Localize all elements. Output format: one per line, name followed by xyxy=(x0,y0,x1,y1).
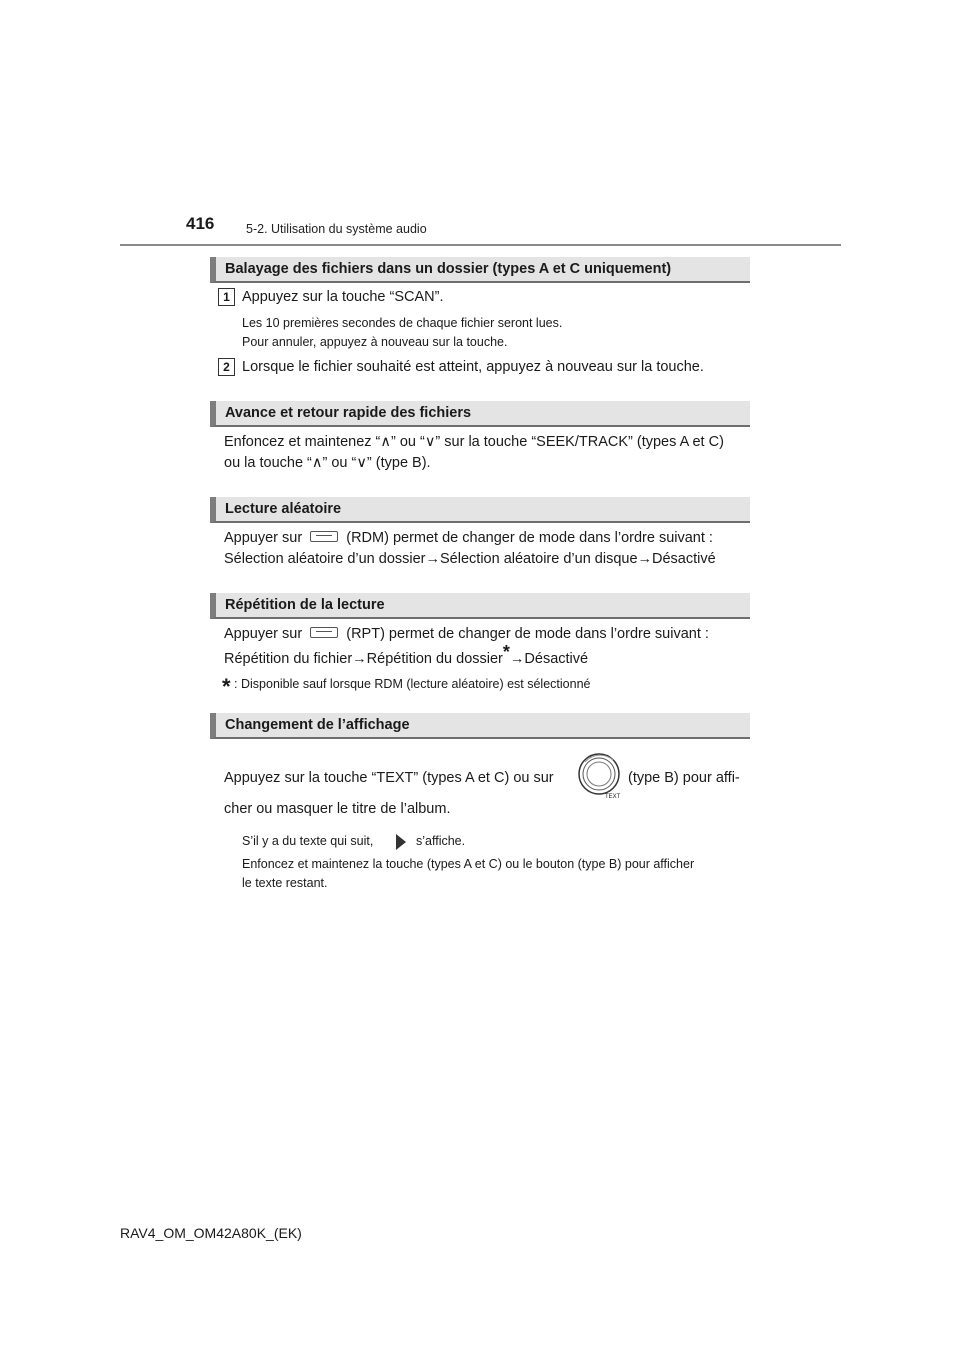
random-line-2: Sélection aléatoire d’un dossier→Sélection aléatoire d’un disque→Désactivé xyxy=(224,551,716,567)
repeat-line-1-pre: Appuyer sur xyxy=(224,626,303,642)
repeat-line-1 xyxy=(224,626,709,642)
page-number: 416 xyxy=(186,214,215,233)
footnote-marker: * xyxy=(502,642,510,662)
section-title: Avance et retour rapide des fichiers xyxy=(225,405,472,421)
display-line-2: cher ou masquer le titre de l’album. xyxy=(224,801,451,817)
document-code: RAV4_OM_OM42A80K_(EK) xyxy=(120,1225,302,1241)
footnote-star: * xyxy=(222,674,231,699)
step-2-text: Lorsque le fichier souhaité est atteint, appuyez à nouveau sur la touche. xyxy=(242,359,704,375)
chapter-title: 5-2. Utilisation du système audio xyxy=(246,222,427,236)
section-header-display xyxy=(210,713,750,739)
section-title: Lecture aléatoire xyxy=(225,501,342,517)
section-title: Changement de l’affichage xyxy=(225,717,410,733)
header-divider xyxy=(120,244,841,246)
text-knob-icon xyxy=(577,752,625,800)
display-note-3: le texte restant. xyxy=(242,876,328,890)
random-line-1-post: (RDM) permet de changer de mode dans l’ordre suivant : xyxy=(346,530,713,546)
section-header-seek xyxy=(210,401,750,427)
display-line-1-post: (type B) pour affi- xyxy=(628,770,740,786)
section-title: Balayage des fichiers dans un dossier (types A et C uniquement) xyxy=(225,261,672,277)
display-line-1-pre: Appuyez sur la touche “TEXT” (types A et C) ou sur xyxy=(224,770,554,786)
section-header-repeat xyxy=(210,593,750,619)
seek-line-2: ou la touche “∧” ou “∨” (type B). xyxy=(224,455,431,471)
preset-button-icon xyxy=(310,531,338,542)
repeat-line-2-b: →Désactivé xyxy=(509,651,589,667)
step-2-badge: 2 xyxy=(218,358,235,376)
section-header-random xyxy=(210,497,750,523)
right-arrow-icon xyxy=(394,832,408,852)
random-line-1-pre: Appuyer sur xyxy=(224,530,303,546)
repeat-footnote xyxy=(222,674,590,700)
repeat-line-1-post: (RPT) permet de changer de mode dans l’ordre suivant : xyxy=(346,626,709,642)
scan-note-2: Pour annuler, appuyez à nouveau sur la touche. xyxy=(242,335,508,349)
display-note-2: Enfoncez et maintenez la touche (types A et C) ou le bouton (type B) pour afficher xyxy=(242,857,695,871)
repeat-line-2 xyxy=(224,642,589,668)
section-header-scan xyxy=(210,257,750,283)
display-note-1-pre: S’il y a du texte qui suit, xyxy=(242,834,374,848)
section-title: Répétition de la lecture xyxy=(225,597,385,613)
display-note-1-post: s’affiche. xyxy=(416,834,466,848)
repeat-line-2-a: Répétition du fichier→Répétition du dossier xyxy=(224,651,503,667)
footnote-text: : Disponible sauf lorsque RDM (lecture aléatoire) est sélectionné xyxy=(234,677,591,691)
random-line-1 xyxy=(224,530,713,546)
step-1-text: Appuyez sur la touche “SCAN”. xyxy=(242,289,444,305)
knob-label: TEXT xyxy=(605,794,621,800)
seek-line-1: Enfoncez et maintenez “∧” ou “∨” sur la touche “SEEK/TRACK” (types A et C) xyxy=(224,434,724,450)
scan-note-1: Les 10 premières secondes de chaque fichier seront lues. xyxy=(242,316,563,330)
step-1-badge: 1 xyxy=(218,288,235,306)
preset-button-icon xyxy=(310,627,338,638)
